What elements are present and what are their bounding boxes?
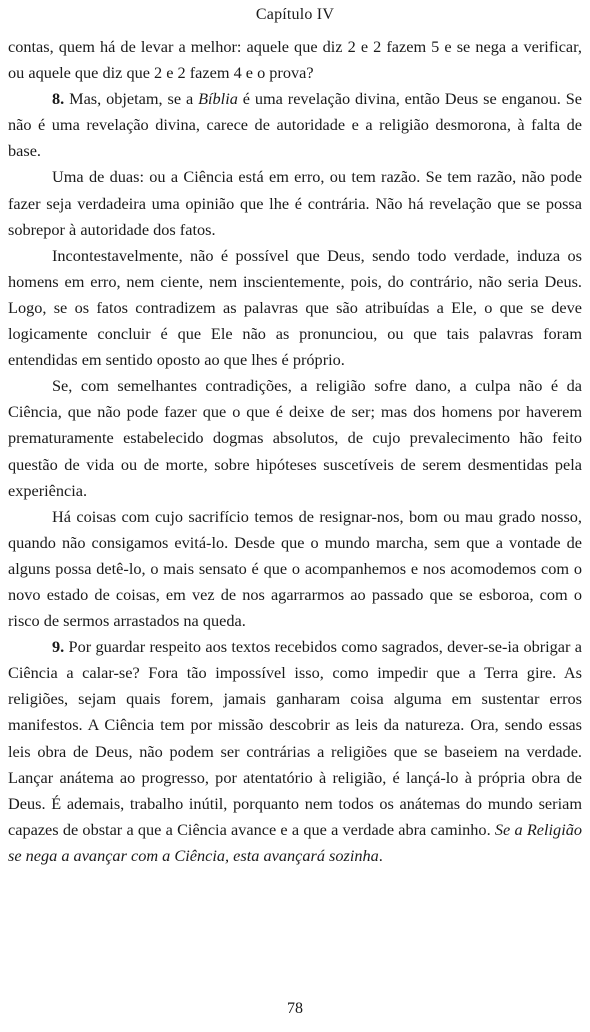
paragraph-number: 8. <box>52 89 65 109</box>
paragraph <box>8 243 582 373</box>
paragraph <box>8 373 582 503</box>
paragraph-text: Há coisas com cujo sacrifício temos de resignar-nos, bom ou mau grado nosso, quando não consigamos evitá-lo. Desde que o mundo marcha, sem que a vontade de alguns possa detê-lo, o mais sensato é que o acompanhemos e nos acomodemos com o novo estado de coisas, em vez de nos agarrarmos ao passado que se esboroa, com o risco de sermos arrastados na queda. <box>8 506 582 631</box>
page-number: 78 <box>287 1000 303 1017</box>
paragraph <box>8 504 582 634</box>
paragraph-text: Mas, objetam, se a <box>64 89 199 109</box>
paragraph-text: . <box>378 845 383 865</box>
paragraph-text: contas, quem há de levar a melhor: aquele que diz 2 e 2 fazem 5 e se nega a verificar, ou aquele que diz que 2 e 2 fazem 4 e o prova? <box>8 37 582 83</box>
paragraph-item-9 <box>8 634 582 869</box>
paragraph-text: Incontestavelmente, não é possível que Deus, sendo todo verdade, induza os homens em erro, nem ciente, nem inscientemente, pois, do contrário, não seria Deus. Logo, se os fatos contradizem as palavras que são atribuídas a Ele, o que se deve logicamente concluir é que Ele não as pronunciou, ou que tais palavras foram entendidas em sentido oposto ao que lhes é próprio. <box>8 245 582 370</box>
paragraph-text: Se, com semelhantes contradições, a religião sofre dano, a culpa não é da Ciência, que não pode fazer que o que é deixe de ser; mas dos homens por haverem prematuramente estabelecido dogmas absolutos, de cujo prevalecimento hão feito questão de vida ou de morte, sobre hipóteses suscetíveis de serem desmentidas pela experiência. <box>8 376 582 500</box>
chapter-header: Capítulo IV <box>255 6 335 23</box>
paragraph-number: 9. <box>52 637 65 657</box>
italic-text: Bíblia <box>198 89 238 109</box>
paragraph-continuation <box>8 34 582 86</box>
paragraph-text: Por guardar respeito aos textos recebidos como sagrados, dever-se-ia obrigar a Ciência a calar-se? Fora tão impossível isso, como impedir que a Terra gire. As religiões, sejam quais forem, jamais ganharam coisa alguma em sustentar erros manifestos. A Ciência tem por missão descobrir as leis da natureza. Ora, sendo essas leis obra de Deus, não podem ser contrárias a religiões que se baseiem na verdade. Lançar anátema ao progresso, por atentatório à religião, é lançá-lo à própria obra de Deus. É ademais, trabalho inútil, porquanto nem todos os anátemas do mundo seriam capazes de obstar a que a Ciência avance e a que a verdade abra caminho. <box>8 637 582 839</box>
paragraph-item-8 <box>8 86 582 164</box>
paragraph-text: é uma revelação divina, então Deus se enganou. Se não é uma revelação divina, carece de autoridade e a religião desmorona, à falta de base. <box>8 89 582 161</box>
paragraph <box>8 164 582 242</box>
paragraph-text: Uma de duas: ou a Ciência está em erro, ou tem razão. Se tem razão, não pode fazer seja verdadeira uma opinião que lhe é contrária. Não há revelação que se possa sobrepor à autoridade dos fatos. <box>8 167 582 239</box>
body-text <box>8 34 582 869</box>
italic-text: Se a Religião se nega a avançar com a Ciência, esta avançará sozinha <box>8 819 582 865</box>
